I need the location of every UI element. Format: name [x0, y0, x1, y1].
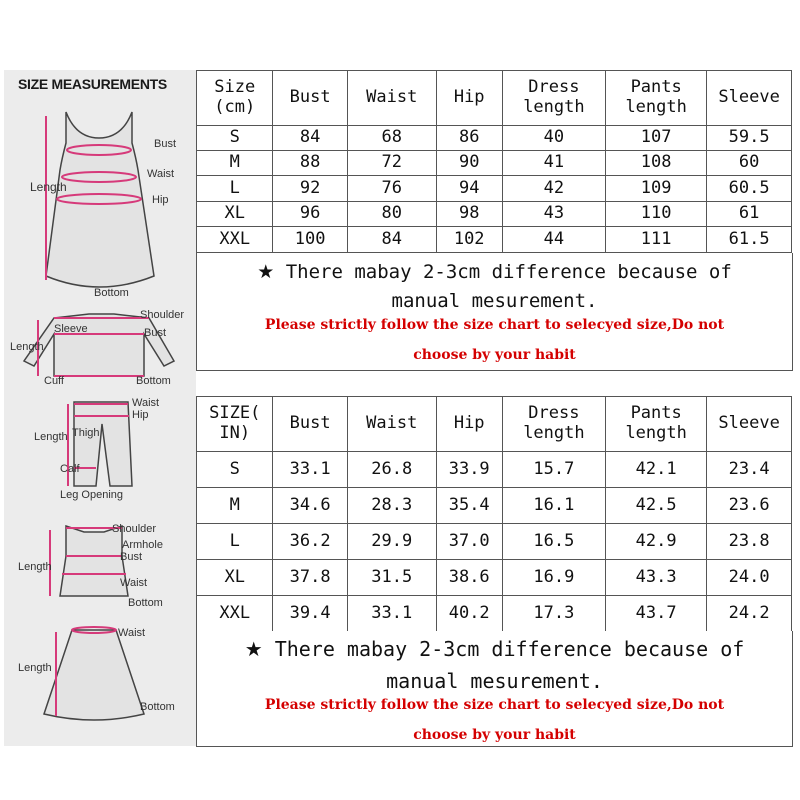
- top-bust-label: Bust: [144, 327, 167, 339]
- cm-cell: 84: [273, 126, 347, 151]
- cm-cell: 100: [273, 227, 347, 253]
- vest-waist-label: Waist: [120, 577, 148, 589]
- cm-cell: S: [197, 126, 273, 151]
- dress-hip-label: Hip: [152, 194, 169, 206]
- cm-header-pants-length: Pants length: [606, 71, 707, 126]
- cm-cell: XL: [197, 202, 273, 227]
- cm-note-red1: Please strictly follow the size chart to selecyed size,Do not: [264, 317, 725, 333]
- inch-note-red1: Please strictly follow the size chart to selecyed size,Do not: [264, 697, 725, 713]
- inch-note-line2: manual mesurement.: [386, 669, 603, 693]
- inch-cell: 24.2: [707, 596, 792, 632]
- cm-header-row: [197, 71, 792, 126]
- inch-cell: 33.9: [436, 452, 502, 488]
- inch-cell: 29.9: [347, 524, 436, 560]
- skirt-bottom-label: Bottom: [140, 701, 175, 713]
- inch-cell: 43.7: [606, 596, 707, 632]
- cm-cell: 96: [273, 202, 347, 227]
- top-length-label: Length: [10, 341, 44, 353]
- cm-cell: 102: [436, 227, 502, 253]
- cm-header-hip: Hip: [436, 71, 502, 126]
- cm-cell: 107: [606, 126, 707, 151]
- inch-header-dress-length: Dress length: [502, 397, 605, 452]
- table-row: [197, 524, 792, 560]
- cm-cell: 61: [707, 202, 792, 227]
- table-row: [197, 227, 792, 253]
- inch-header-waist: Waist: [347, 397, 436, 452]
- inch-cell: 42.1: [606, 452, 707, 488]
- table-row: [197, 126, 792, 151]
- inch-cell: L: [197, 524, 273, 560]
- inch-cell: 38.6: [436, 560, 502, 596]
- cm-cell: 43: [502, 202, 605, 227]
- cm-cell: 41: [502, 151, 605, 176]
- table-row: [197, 452, 792, 488]
- inch-cell: XL: [197, 560, 273, 596]
- inch-header-row: [197, 397, 792, 452]
- inch-cell: 40.2: [436, 596, 502, 632]
- inch-cell: 24.0: [707, 560, 792, 596]
- inch-header-size: SIZE( IN): [197, 397, 273, 452]
- dress-outline: [46, 112, 154, 287]
- top-diagram: [4, 306, 196, 396]
- cm-size-table: [196, 70, 792, 253]
- cm-cell: 44: [502, 227, 605, 253]
- inch-cell: 28.3: [347, 488, 436, 524]
- cm-cell: 86: [436, 126, 502, 151]
- cm-header-size: Size (cm): [197, 71, 273, 126]
- vest-armhole-label: Armhole: [122, 539, 163, 551]
- cm-cell: 59.5: [707, 126, 792, 151]
- top-cuff-label: Cuff: [44, 375, 64, 387]
- inch-note-red2: choose by your habit: [413, 727, 576, 743]
- vest-bust-label: Bust: [120, 551, 143, 563]
- cm-note-line2: manual mesurement.: [391, 290, 598, 312]
- cm-cell: 80: [347, 202, 436, 227]
- inch-cell: XXL: [197, 596, 273, 632]
- pants-waist-label: Waist: [132, 397, 160, 409]
- cm-cell: 60.5: [707, 176, 792, 202]
- cm-cell: 72: [347, 151, 436, 176]
- inch-cell: 26.8: [347, 452, 436, 488]
- table-row: [197, 596, 792, 632]
- inch-cell: 37.0: [436, 524, 502, 560]
- skirt-diagram: [4, 618, 196, 738]
- inch-cell: S: [197, 452, 273, 488]
- table-row: [197, 176, 792, 202]
- inch-size-table: [196, 396, 792, 632]
- inch-cell: 15.7: [502, 452, 605, 488]
- dress-diagram: [4, 98, 196, 308]
- table-row: [197, 560, 792, 596]
- dress-bottom-label: Bottom: [94, 287, 129, 299]
- cm-cell: 109: [606, 176, 707, 202]
- dress-length-label: Length: [30, 180, 67, 194]
- cm-cell: L: [197, 176, 273, 202]
- cm-header-dress-length: Dress length: [502, 71, 605, 126]
- inch-header-bust: Bust: [273, 397, 347, 452]
- inch-cell: 31.5: [347, 560, 436, 596]
- cm-cell: 76: [347, 176, 436, 202]
- skirt-length-label: Length: [18, 662, 52, 674]
- vest-length-label: Length: [18, 561, 52, 573]
- cm-cell: 110: [606, 202, 707, 227]
- cm-cell: XXL: [197, 227, 273, 253]
- cm-header-waist: Waist: [347, 71, 436, 126]
- inch-cell: 33.1: [273, 452, 347, 488]
- pants-calf-label: Calf: [60, 463, 80, 475]
- vest-diagram: [4, 516, 196, 616]
- cm-cell: 88: [273, 151, 347, 176]
- inch-cell: 16.9: [502, 560, 605, 596]
- table-row: [197, 202, 792, 227]
- cm-cell: 111: [606, 227, 707, 253]
- inch-cell: 23.8: [707, 524, 792, 560]
- inch-header-hip: Hip: [436, 397, 502, 452]
- pants-thigh-label: Thigh: [72, 427, 100, 439]
- table-row: [197, 151, 792, 176]
- inch-note-box: [196, 631, 793, 747]
- skirt-waist-label: Waist: [118, 627, 146, 639]
- inch-cell: 16.5: [502, 524, 605, 560]
- dress-bust-label: Bust: [154, 138, 177, 150]
- inch-cell: M: [197, 488, 273, 524]
- inch-cell: 35.4: [436, 488, 502, 524]
- cm-cell: M: [197, 151, 273, 176]
- top-sleeve-label: Sleeve: [54, 323, 88, 335]
- pants-hip-label: Hip: [132, 409, 149, 421]
- pants-diagram: [4, 396, 196, 502]
- cm-note-red2: choose by your habit: [413, 347, 576, 363]
- cm-cell: 61.5: [707, 227, 792, 253]
- cm-note-box: [196, 253, 793, 371]
- pants-leg-opening-label: Leg Opening: [60, 489, 123, 501]
- inch-cell: 39.4: [273, 596, 347, 632]
- inch-cell: 33.1: [347, 596, 436, 632]
- vest-outline: [60, 526, 128, 596]
- cm-cell: 92: [273, 176, 347, 202]
- top-bottom-label: Bottom: [136, 375, 171, 387]
- table-row: [197, 488, 792, 524]
- inch-cell: 16.1: [502, 488, 605, 524]
- inch-header-pants-length: Pants length: [606, 397, 707, 452]
- vest-bottom-label: Bottom: [128, 597, 163, 609]
- inch-cell: 23.4: [707, 452, 792, 488]
- size-measurements-panel: [4, 70, 196, 746]
- cm-cell: 90: [436, 151, 502, 176]
- top-shoulder-label: Shoulder: [140, 309, 185, 321]
- cm-header-sleeve: Sleeve: [707, 71, 792, 126]
- inch-cell: 17.3: [502, 596, 605, 632]
- cm-cell: 84: [347, 227, 436, 253]
- inch-note-line1: ★ There mabay 2-3cm difference because of: [244, 637, 745, 661]
- inch-cell: 34.6: [273, 488, 347, 524]
- inch-cell: 42.5: [606, 488, 707, 524]
- cm-cell: 108: [606, 151, 707, 176]
- pants-outline: [74, 402, 132, 486]
- dress-waist-label: Waist: [147, 168, 175, 180]
- inch-cell: 36.2: [273, 524, 347, 560]
- cm-cell: 40: [502, 126, 605, 151]
- inch-cell: 42.9: [606, 524, 707, 560]
- skirt-outline: [44, 630, 144, 720]
- inch-cell: 37.8: [273, 560, 347, 596]
- inch-cell: 43.3: [606, 560, 707, 596]
- star-icon: ★: [257, 261, 275, 283]
- star-icon: ★: [244, 637, 263, 661]
- vest-shoulder-label: Shoulder: [112, 523, 157, 535]
- pants-length-label: Length: [34, 431, 68, 443]
- cm-cell: 68: [347, 126, 436, 151]
- cm-cell: 94: [436, 176, 502, 202]
- cm-cell: 98: [436, 202, 502, 227]
- inch-header-sleeve: Sleeve: [707, 397, 792, 452]
- panel-title: SIZE MEASUREMENTS: [18, 76, 167, 92]
- cm-header-bust: Bust: [273, 71, 347, 126]
- cm-cell: 60: [707, 151, 792, 176]
- inch-cell: 23.6: [707, 488, 792, 524]
- cm-note-line1: ★ There mabay 2-3cm difference because of: [257, 261, 732, 283]
- cm-cell: 42: [502, 176, 605, 202]
- top-outline: [24, 314, 174, 376]
